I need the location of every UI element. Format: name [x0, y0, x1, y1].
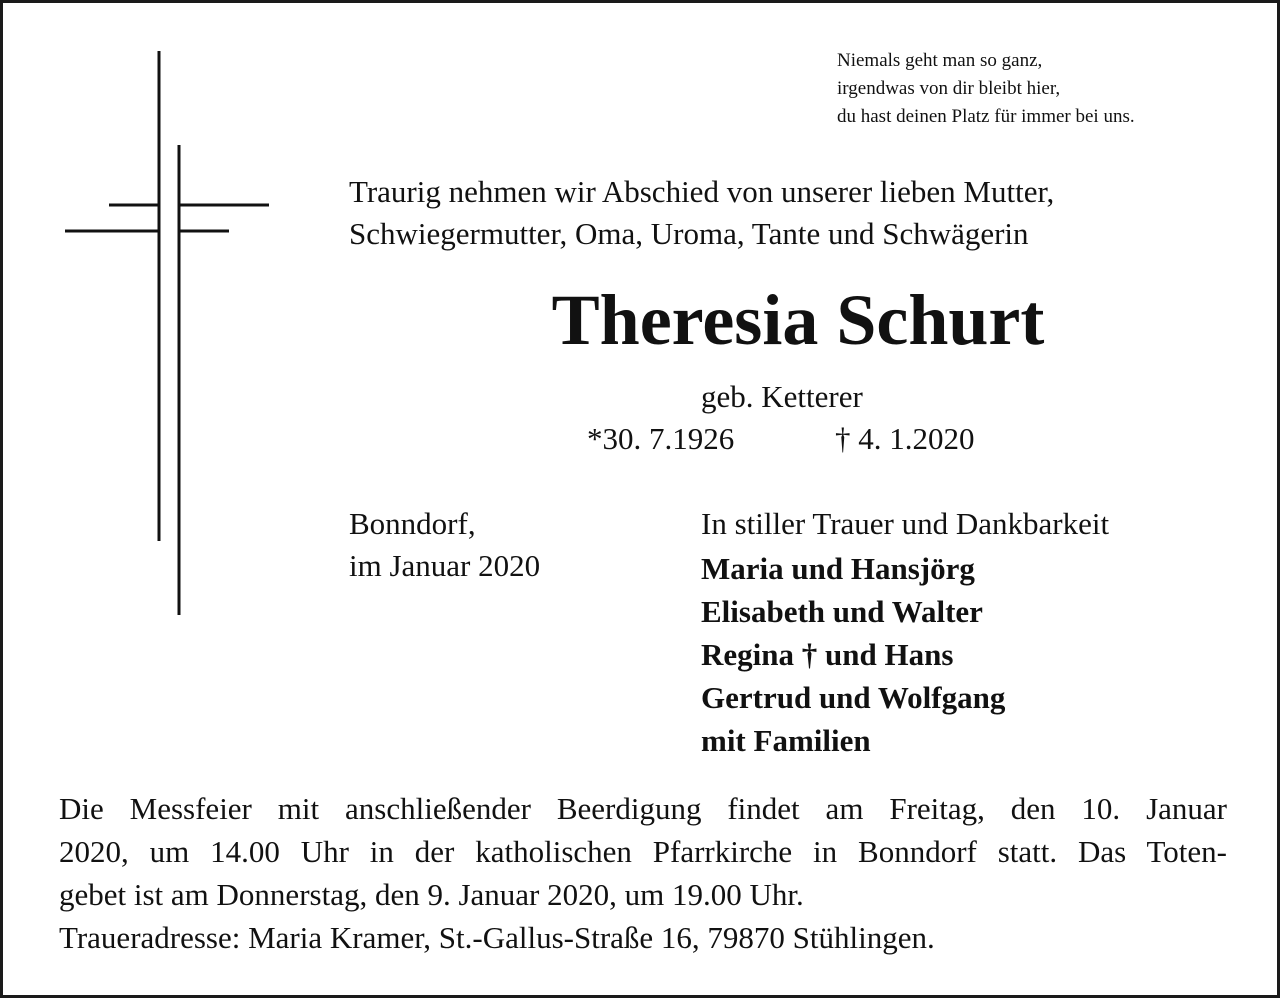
poem-line: irgendwas von dir bleibt hier, — [837, 78, 1061, 99]
mourner-family: Gertrud und Wolfgang — [701, 680, 1006, 715]
mourner-family: Elisabeth und Walter — [701, 594, 983, 629]
intro-line: Schwiegermutter, Oma, Uroma, Tante und Schwägerin — [349, 216, 1029, 251]
date-line: im Januar 2020 — [349, 548, 541, 583]
farewell-intro — [349, 171, 1054, 255]
poem-line: du hast deinen Platz für immer bei uns. — [837, 106, 1135, 127]
mourner-family: Maria und Hansjörg — [701, 551, 975, 586]
mourner-family: Regina † und Hans — [701, 637, 954, 672]
notice-line: 2020, um 14.00 Uhr in der katholischen Pfarrkirche in Bonndorf statt. Das Toten- — [59, 834, 1227, 869]
birth-date: *30. 7.1926 — [587, 421, 735, 456]
death-date: † 4. 1.2020 — [835, 421, 975, 456]
place-and-date — [349, 503, 540, 587]
notice-line: gebet ist am Donnerstag, den 9. Januar 2020, um 19.00 Uhr. — [59, 877, 804, 912]
notice-line: Die Messfeier mit anschließender Beerdigung findet am Freitag, den 10. Januar — [59, 791, 1227, 826]
mourners-lead: In stiller Trauer und Dankbarkeit — [701, 506, 1110, 541]
deceased-name: Theresia Schurt — [551, 280, 1045, 360]
life-dates — [587, 419, 975, 459]
notice-line: Traueradresse: Maria Kramer, St.-Gallus-Straße 16, 79870 Stühlingen. — [59, 920, 935, 955]
mourners-list — [701, 503, 1109, 762]
funeral-notice — [59, 787, 1227, 959]
birth-name: geb. Ketterer — [701, 379, 863, 414]
intro-line: Traurig nehmen wir Abschied von unserer lieben Mutter, — [349, 174, 1055, 209]
place-line: Bonndorf, — [349, 506, 476, 541]
memorial-poem — [837, 47, 1135, 131]
mourner-family: mit Familien — [701, 723, 871, 758]
poem-line: Niemals geht man so ganz, — [837, 50, 1043, 71]
